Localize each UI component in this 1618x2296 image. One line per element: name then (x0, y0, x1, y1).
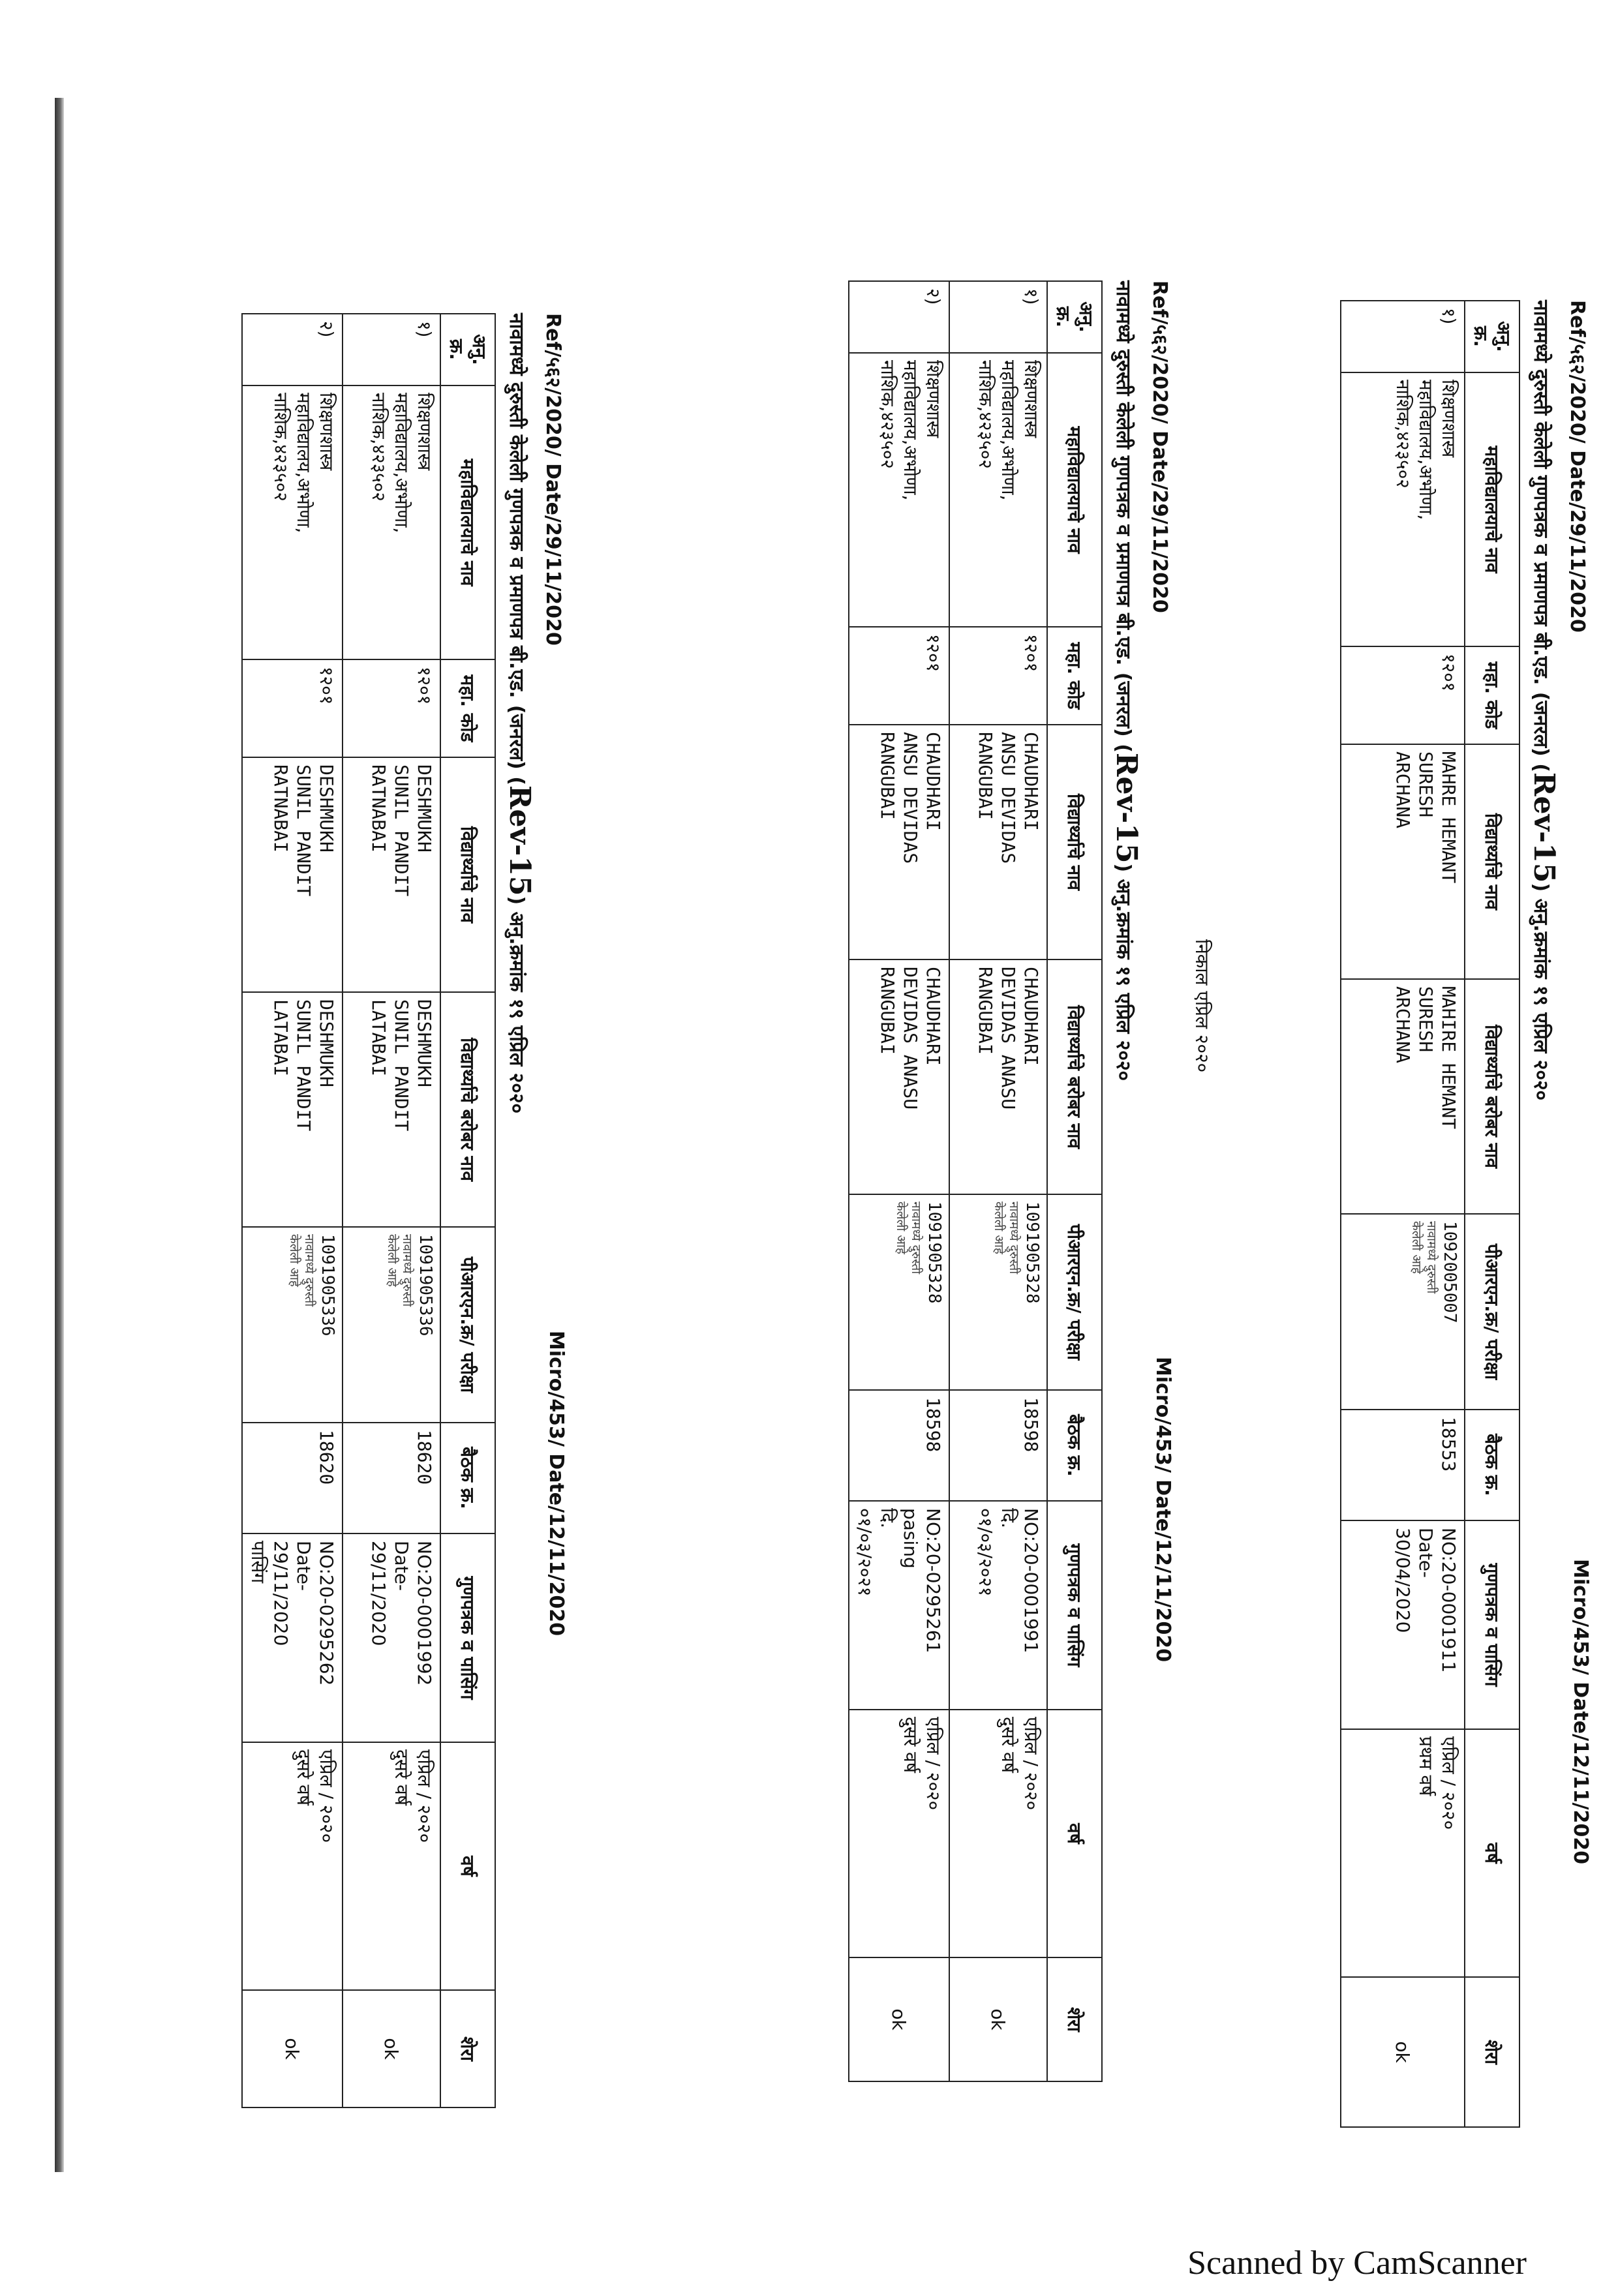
header-code: महा. कोड (1047, 627, 1102, 725)
section-1-title (1527, 300, 1561, 1100)
section-3-header-row (440, 314, 495, 2107)
cell-sr: १) (949, 281, 1047, 353)
cell-college: शिक्षणशास्त्र महाविद्यालय,अभोणा, नाशिक,४२३५०२ (1341, 372, 1465, 646)
header-student-name: विद्यार्थ्याचे नाव (1047, 725, 1102, 959)
section-1-micro: Micro/453/ Date/12/11/2020 (1569, 1559, 1592, 1865)
cell-prn-number: 1091905328 (924, 1201, 944, 1304)
table-row (343, 314, 440, 2107)
header-seat: बैठक क्र. (440, 1423, 495, 1533)
cell-remark: ok (1341, 1977, 1465, 2127)
cell-prn-number: 1091905336 (416, 1234, 435, 1337)
section-3-ref: Ref/५६२/2020/ Date/29/11/2020 (542, 313, 564, 646)
cell-code: १२०१ (343, 659, 440, 757)
cell-prn-note: नावामध्ये दुरुस्ती केलेली आहे (286, 1234, 317, 1307)
cell-sr: १) (343, 314, 440, 385)
cell-sr: १) (1341, 301, 1465, 372)
header-year: वर्ष (1465, 1729, 1519, 1977)
cell-college: शिक्षणशास्त्र महाविद्यालय,अभोणा, नाशिक,४२३५०२ (242, 385, 343, 659)
header-remark: शेरा (1047, 1957, 1102, 2081)
table-row (242, 314, 343, 2107)
cell-correct-name: CHAUDHARI DEVIDAS ANASU RANGUBAI (849, 959, 949, 1194)
header-sr: अनु. क्र. (440, 314, 495, 385)
table-row (949, 281, 1047, 2081)
header-seat: बैठक क्र. (1465, 1410, 1519, 1520)
section-2-micro: Micro/453/ Date/12/11/2020 (1152, 1357, 1174, 1663)
section-2-title-rev: Rev-15 (1110, 752, 1143, 864)
header-prn: पीआरएन.क्र/ परीक्षा (1047, 1194, 1102, 1390)
header-marksheet: गुणपत्रक व पासिंग (440, 1533, 495, 1742)
section-3-title (503, 313, 536, 1113)
table-row (849, 281, 949, 2081)
scan-edge-shadow (55, 98, 64, 2172)
cell-sr: २) (242, 314, 343, 385)
header-seat: बैठक क्र. (1047, 1390, 1102, 1501)
header-student-name: विद्यार्थ्याचे नाव (1465, 744, 1519, 979)
section-2-title-post: ) अनु.क्रमांक १९ एप्रिल २०२० (1112, 863, 1135, 1081)
header-remark: शेरा (1465, 1977, 1519, 2127)
cell-prn-number: 1091905328 (1022, 1201, 1042, 1304)
cell-marksheet: NO:20-0001911 Date- 30/04/2020 (1341, 1520, 1465, 1729)
header-year: वर्ष (440, 1742, 495, 1990)
section-1-table (1340, 300, 1520, 2128)
section-1-header-row (1465, 301, 1519, 2127)
cell-prn-note: नावामध्ये दुरुस्ती केलेली आहे (991, 1201, 1022, 1275)
cell-prn (1341, 1214, 1465, 1410)
cell-year: एप्रिल / २०२० दुसरे वर्ष (343, 1742, 440, 1990)
cell-college: शिक्षणशास्त्र महाविद्यालय,अभोणा, नाशिक,४२३५०२ (849, 353, 949, 627)
header-code: महा. कोड (1465, 646, 1519, 744)
header-correct-name: विद्यार्थ्याचे बरोबर नाव (1465, 979, 1519, 1214)
cell-correct-name: MAHIRE HEMANT SURESH ARCHANA (1341, 979, 1465, 1214)
section-3-title-post: ) अनु.क्रमांक १९ एप्रिल २०२० (505, 896, 528, 1114)
cell-code: १२०१ (949, 627, 1047, 725)
cell-seat: 18620 (343, 1423, 440, 1533)
section-3-micro: Micro/453/ Date/12/11/2020 (545, 1331, 568, 1637)
header-student-name: विद्यार्थ्याचे नाव (440, 757, 495, 992)
cell-prn-number: 1092005007 (1440, 1221, 1459, 1323)
section-1-ref: Ref/५६२/2020/ Date/29/11/2020 (1566, 300, 1589, 633)
scanner-watermark: Scanned by CamScanner (1187, 2244, 1527, 2282)
header-college: महाविद्यालयाचे नाव (440, 385, 495, 659)
cell-marksheet: NO:20-0295261 pasing दि. ०१/०३/२०२१ (849, 1501, 949, 1710)
header-college: महाविद्यालयाचे नाव (1047, 353, 1102, 627)
cell-code: १२०१ (1341, 646, 1465, 744)
section-3-table (241, 313, 496, 2108)
section-2-result-note: निकाल एप्रिल २०२० (1191, 939, 1213, 1073)
section-2-title (1110, 280, 1143, 1081)
cell-college: शिक्षणशास्त्र महाविद्यालय,अभोणा, नाशिक,४२३५०२ (949, 353, 1047, 627)
cell-code: १२०१ (849, 627, 949, 725)
cell-remark: ok (343, 1990, 440, 2107)
section-1-title-post: ) अनु.क्रमांक १९ एप्रिल २०२० (1529, 883, 1552, 1101)
cell-prn (949, 1194, 1047, 1390)
cell-college: शिक्षणशास्त्र महाविद्यालय,अभोणा, नाशिक,४२३५०२ (343, 385, 440, 659)
section-2-ref: Ref/५६२/2020/ Date/29/11/2020 (1148, 280, 1171, 613)
header-sr: अनु. क्र. (1047, 281, 1102, 353)
cell-year: एप्रिल / २०२० दुसरे वर्ष (242, 1742, 343, 1990)
cell-seat: 18598 (849, 1390, 949, 1501)
cell-student-name: CHAUDHARI ANSU DEVIDAS RANGUBAI (949, 725, 1047, 959)
cell-correct-name: DESHMUKH SUNIL PANDIT LATABAI (242, 992, 343, 1227)
header-prn: पीआरएन.क्र/ परीक्षा (1465, 1214, 1519, 1410)
cell-student-name: DESHMUKH SUNIL PANDIT RATNABAI (242, 757, 343, 992)
cell-student-name: CHAUDHARI ANSU DEVIDAS RANGUBAI (849, 725, 949, 959)
header-marksheet: गुणपत्रक व पासिंग (1047, 1501, 1102, 1710)
cell-prn-note: नावामध्ये दुरुस्ती केलेली आहे (1409, 1221, 1439, 1294)
section-2-table (848, 280, 1103, 2082)
section-2-header-row (1047, 281, 1102, 2081)
header-college: महाविद्यालयाचे नाव (1465, 372, 1519, 646)
cell-remark: ok (242, 1990, 343, 2107)
cell-remark: ok (949, 1957, 1047, 2081)
cell-correct-name: DESHMUKH SUNIL PANDIT LATABAI (343, 992, 440, 1227)
section-1-title-rev: Rev-15 (1527, 772, 1561, 883)
cell-marksheet: NO:20-0295262 Date- 29/11/2020 पासिंग (242, 1533, 343, 1742)
section-3-title-pre: नावामध्ये दुरुस्ती केलेली गुणपत्रक व प्रमाणपत्र बी.एड. (जनरल) ( (505, 313, 528, 785)
cell-remark: ok (849, 1957, 949, 2081)
header-marksheet: गुणपत्रक व पासिंग (1465, 1520, 1519, 1729)
cell-marksheet: NO:20-0001992 Date- 29/11/2020 (343, 1533, 440, 1742)
cell-year: एप्रिल / २०२० दुसरे वर्ष (949, 1710, 1047, 1957)
header-prn: पीआरएन.क्र/ परीक्षा (440, 1227, 495, 1423)
cell-prn-number: 1091905336 (318, 1234, 337, 1337)
cell-prn-note: नावामध्ये दुरुस्ती केलेली आहे (893, 1201, 924, 1275)
cell-seat: 18598 (949, 1390, 1047, 1501)
section-2-title-pre: नावामध्ये दुरुस्ती केलेली गुणपत्रक व प्रमाणपत्र बी.एड. (जनरल) ( (1112, 280, 1135, 753)
cell-seat: 18620 (242, 1423, 343, 1533)
cell-student-name: MAHRE HEMANT SURESH ARCHANA (1341, 744, 1465, 979)
header-remark: शेरा (440, 1990, 495, 2107)
cell-prn (343, 1227, 440, 1423)
cell-prn-note: नावामध्ये दुरुस्ती केलेली आहे (384, 1234, 415, 1307)
header-correct-name: विद्यार्थ्याचे बरोबर नाव (440, 992, 495, 1227)
header-code: महा. कोड (440, 659, 495, 757)
cell-marksheet: NO:20-0001991 दि. ०१/०३/२०२१ (949, 1501, 1047, 1710)
cell-student-name: DESHMUKH SUNIL PANDIT RATNABAI (343, 757, 440, 992)
cell-year: एप्रिल / २०२० दुसरे वर्ष (849, 1710, 949, 1957)
section-3-title-rev: Rev-15 (503, 785, 536, 896)
cell-correct-name: CHAUDHARI DEVIDAS ANASU RANGUBAI (949, 959, 1047, 1194)
header-correct-name: विद्यार्थ्याचे बरोबर नाव (1047, 959, 1102, 1194)
section-1-title-pre: नावामध्ये दुरुस्ती केलेली गुणपत्रक व प्रमाणपत्र बी.एड. (जनरल) ( (1529, 300, 1552, 772)
cell-seat: 18553 (1341, 1410, 1465, 1520)
cell-prn (849, 1194, 949, 1390)
cell-prn (242, 1227, 343, 1423)
cell-year: एप्रिल / २०२० प्रथम वर्ष (1341, 1729, 1465, 1977)
header-year: वर्ष (1047, 1710, 1102, 1957)
table-row (1341, 301, 1465, 2127)
cell-sr: २) (849, 281, 949, 353)
header-sr: अनु. क्र. (1465, 301, 1519, 372)
cell-code: १२०१ (242, 659, 343, 757)
